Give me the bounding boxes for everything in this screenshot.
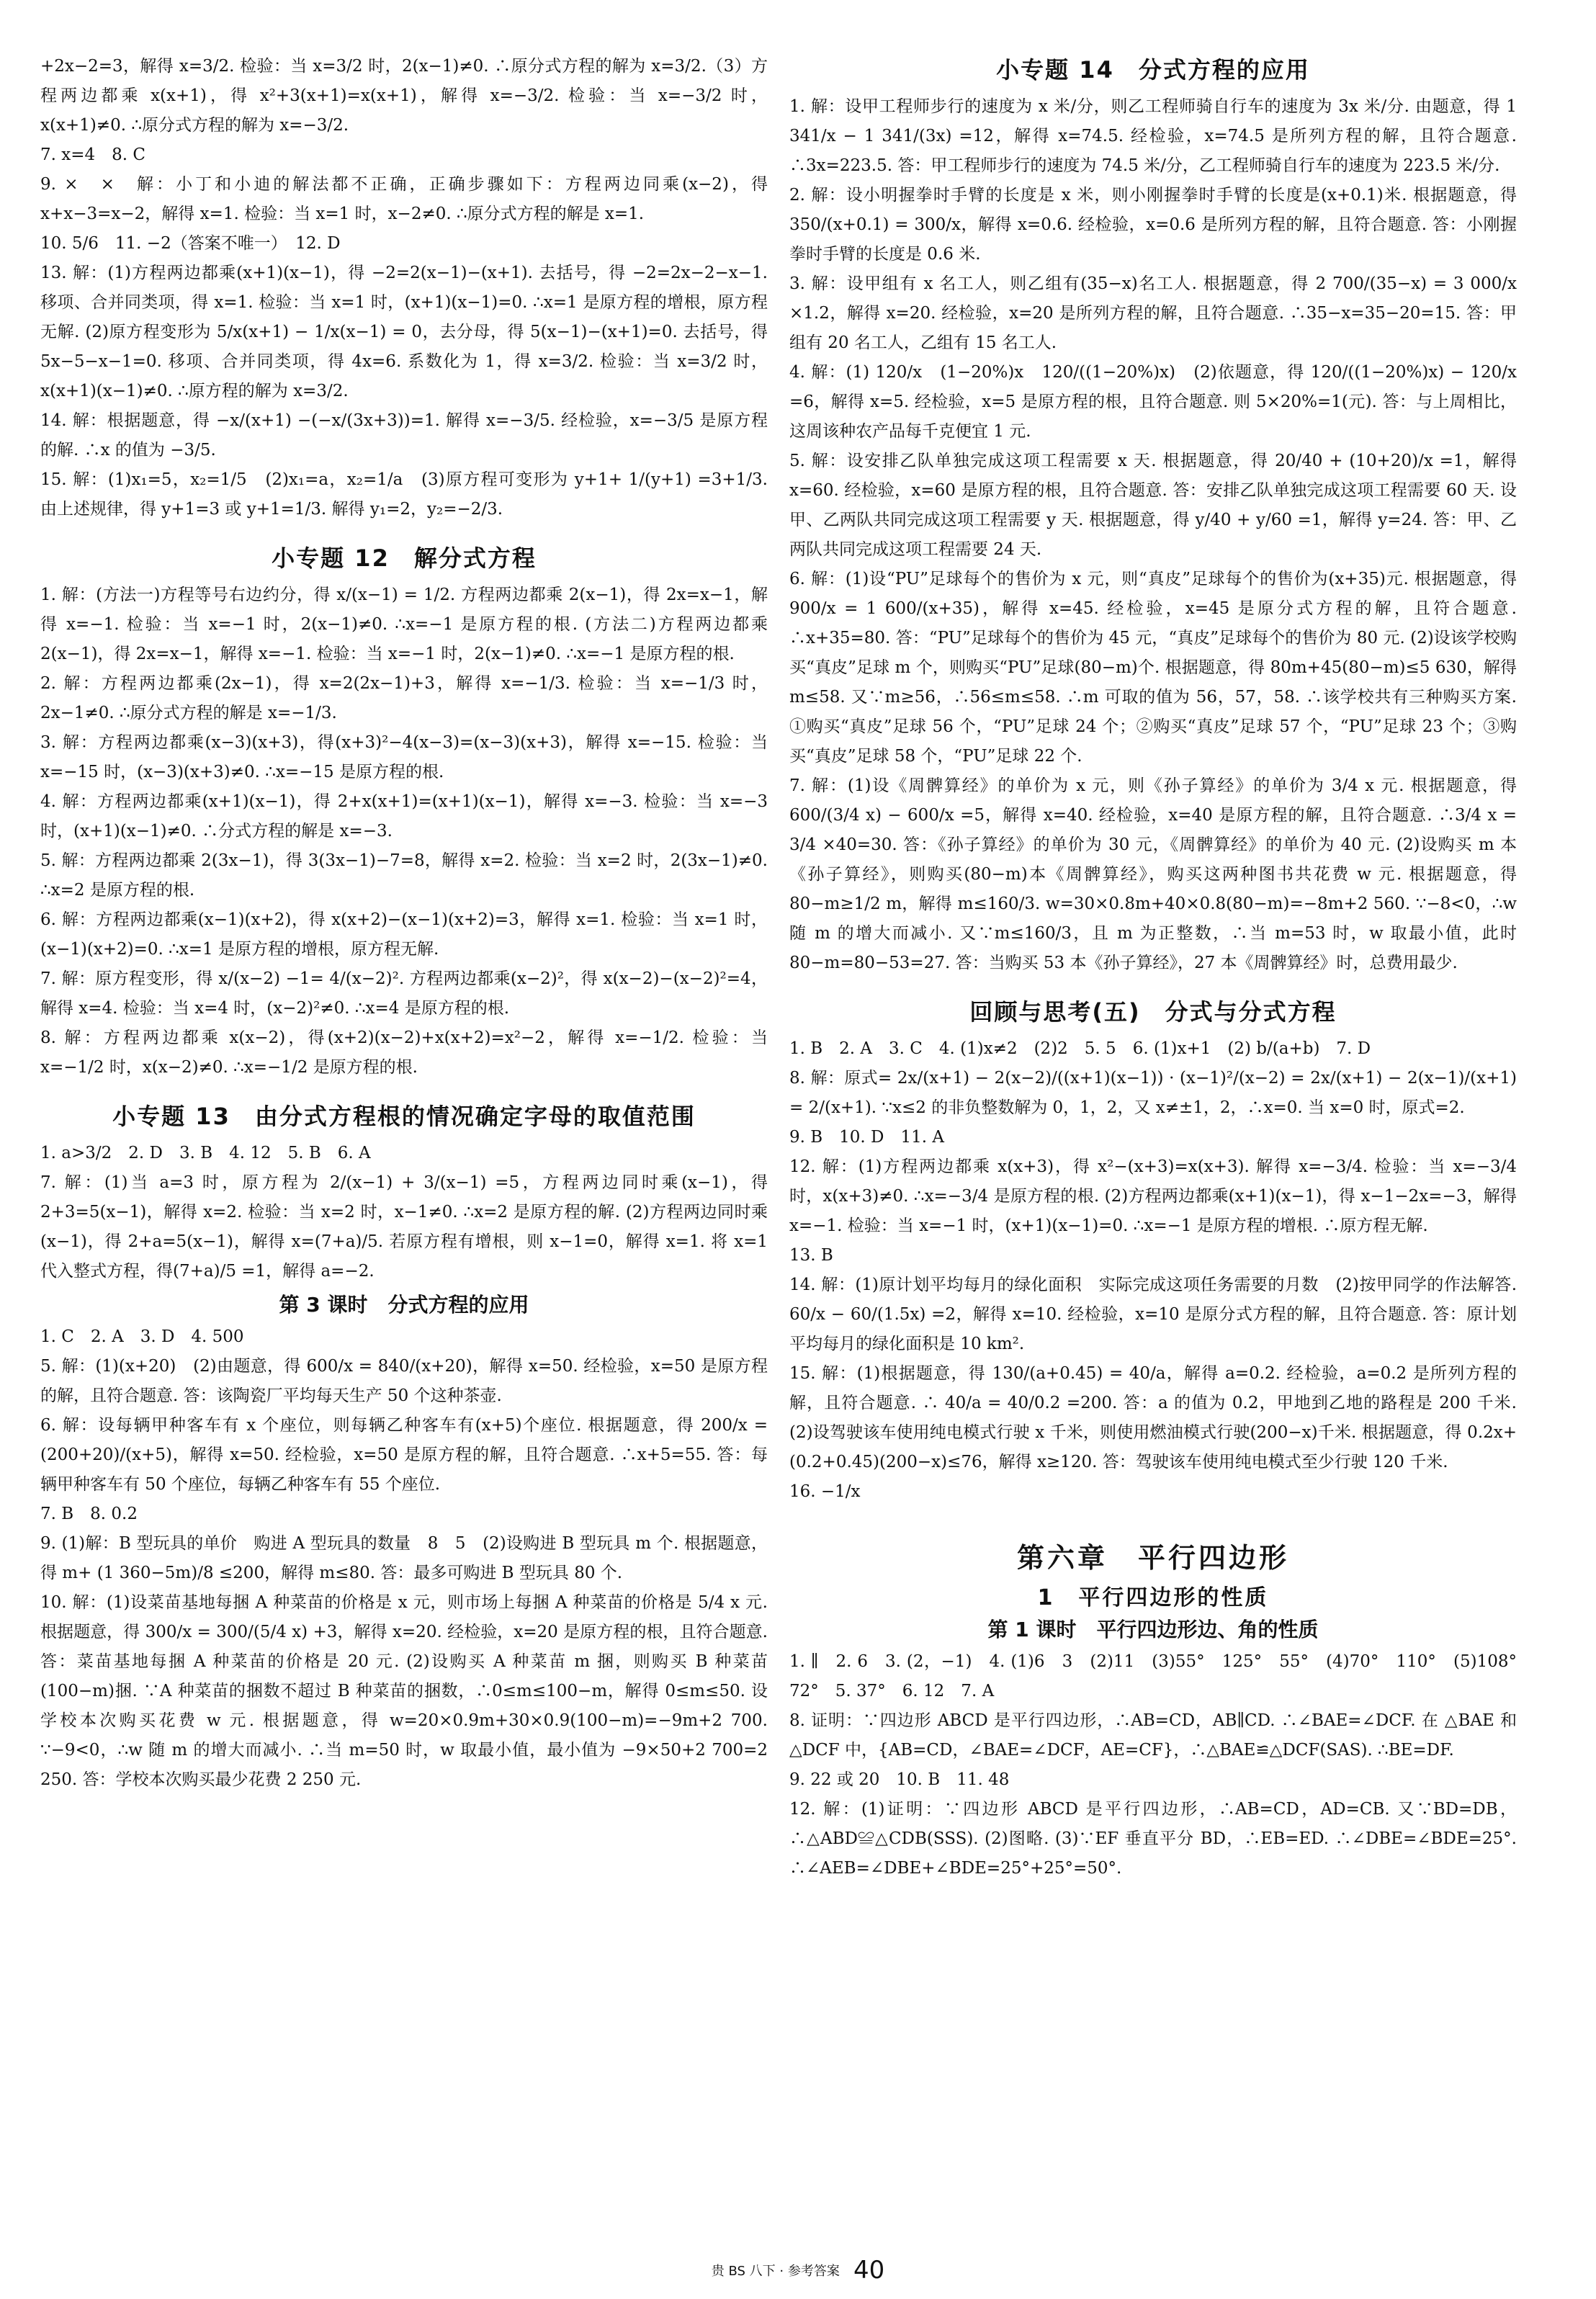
answer-item: 7. B 8. 0.2 [40, 1505, 138, 1523]
answer-item: 6. 解：方程两边都乘(x−1)(x+2)，得 x(x+2)−(x−1)(x+2)=3，解得 x=1. 检验：当 x=1 时，(x−1)(x+2)=0. ∴x=1 是原方程的增根，原方程无解. [40, 910, 768, 959]
answer-item: 1. 解：设甲工程师步行的速度为 x 米/分，则乙工程师骑自行车的速度为 3x 米/分. 由题意，得 1 341/x − 1 341/(3x) =12，解得 x=74.5. 经检验，x=74.5 是所列方程的解，且符合题意. ∴3x=223.5. 答：甲工程师步行的速度为 74.5 米/分，乙工程师骑自行车的速度为 223.5 米/分. [789, 97, 1517, 175]
answer-item: 1. ∥ 2. 6 3. (2，−1) 4. (1)6 3 (2)11 (3)55° 125° 55° (4)70° 110° (5)108° 72° 5. 37° 6. 12 7. A [789, 1652, 1533, 1700]
page-number: 40 [853, 2256, 885, 2285]
section-title: 小专题 14 分式方程的应用 [996, 56, 1310, 84]
chapter-subtitle: 1 平行四边形的性质 [1037, 1585, 1269, 1610]
answer-item: 10. 解：(1)设菜苗基地每捆 A 种菜苗的价格是 x 元，则市场上每捆 A 种菜苗的价格是 5/4 x 元. 根据题意，得 300/x = 300/(5/4 x) +3，解得 x=20. 经检验，x=20 是原方程的根，且符合题意. 答：菜苗基地每捆 A 种菜苗的价格是 20 元. (2)设购买 A 种菜苗 m 捆，则购买 B 种菜苗(100−m)捆. ∵A 种菜苗的捆数不超过 B 种菜苗的捆数，∴0≤m≤100−m，解得 0≤m≤50. 设学校本次购买花费 w 元. 根据题意，得 w=20×0.9m+30×0.9(100−m)=−9m+2 700. ∵−9<0，∴w 随 m 的增大而减小. ∴当 m=50 时，w 取最小值，最小值为 −9×50+2 700=2 250. 答：学校本次购买最少花费 2 250 元. [40, 1593, 768, 1789]
answer-item: 8. 解：方程两边都乘 x(x−2)，得(x+2)(x−2)+x(x+2)=x²−2，解得 x=−1/2. 检验：当 x=−1/2 时，x(x−2)≠0. ∴x=−1/2 是原方程的根. [40, 1028, 768, 1077]
answer-item: +2x−2=3，解得 x=3/2. 检验：当 x=3/2 时，2(x−1)≠0. ∴原分式方程的解为 x=3/2.（3）方程两边都乘 x(x+1)，得 x²+3(x+1)=x(x+1)，解得 x=−3/2. 检验：当 x=−3/2 时，x(x+1)≠0. ∴原分式方程的解为 x=−3/2. [40, 57, 768, 135]
page-footer [0, 2256, 1596, 2285]
answer-item: 7. 解：原方程变形，得 x/(x−2) −1= 4/(x−2)². 方程两边都乘(x−2)²，得 x(x−2)−(x−2)²=4，解得 x=4. 检验：当 x=4 时，(x−2)²≠0. ∴x=4 是原方程的根. [40, 969, 768, 1018]
answer-item: 13. 解：(1)方程两边都乘(x+1)(x−1)，得 −2=2(x−1)−(x+1). 去括号，得 −2=2x−2−x−1. 移项、合并同类项，得 x=1. 检验：当 x=1 时，(x+1)(x−1)=0. ∴x=1 是原方程的增根，原方程无解. (2)原方程变形为 5/x(x+1) − 1/x(x−1) = 0，去分母，得 5(x−1)−(x+1)=0. 去括号，得 5x−5−x−1=0. 移项、合并同类项，得 4x=6. 系数化为 1，得 x=3/2. 检验：当 x=3/2 时，x(x+1)(x−1)≠0. ∴原方程的解为 x=3/2. [40, 264, 768, 400]
answer-item: 5. 解：方程两边都乘 2(3x−1)，得 3(3x−1)−7=8，解得 x=2. 检验：当 x=2 时，2(3x−1)≠0. ∴x=2 是原方程的根. [40, 851, 768, 900]
answer-item: 8. 证明：∵四边形 ABCD 是平行四边形，∴AB=CD，AB∥CD. ∴∠BAE=∠DCF. 在 △BAE 和 △DCF 中，{AB=CD，∠BAE=∠DCF，AE=CF}，∴△BAE≌△DCF(SAS). ∴BE=DF. [789, 1711, 1517, 1760]
answer-item: 5. 解：设安排乙队单独完成这项工程需要 x 天. 根据题意，得 20/40 + (10+20)/x =1，解得 x=60. 经检验，x=60 是原方程的根，且符合题意. 答：安排乙队单独完成这项工程需要 60 天. 设甲、乙两队共同完成这项工程需要 y 天. 根据题意，得 y/40 + y/60 =1，解得 y=24. 答：甲、乙两队共同完成这项工程需要 24 天. [789, 452, 1517, 559]
answer-item: 7. 解：(1)设《周髀算经》的单价为 x 元，则《孙子算经》的单价为 3/4 x 元. 根据题意，得 600/(3/4 x) − 600/x =5，解得 x=40. 经检验，x=40 是原方程的解，且符合题意. ∴3/4 x = 3/4 ×40=30. 答：《孙子算经》的单价为 30 元，《周髀算经》的单价为 40 元. (2)设购买 m 本《孙子算经》，则购买(80−m)本《周髀算经》，购买这两种图书共花费 w 元. 根据题意，得 80−m≥1/2 m，解得 m≤160/3. w=30×0.8m+40×0.8(80−m)=−8m+2 560. ∵−8<0，∴w 随 m 的增大而减小. 又∵m≤160/3，且 m 为正整数，∴当 m=53 时，w 取最小值，此时 80−m=80−53=27. 答：当购买 53 本《孙子算经》，27 本《周髀算经》时，总费用最少. [789, 776, 1517, 972]
answer-item: 13. B [789, 1246, 833, 1265]
answer-item: 6. 解：(1)设“PU”足球每个的售价为 x 元，则“真皮”足球每个的售价为(x+35)元. 根据题意，得 900/x = 1 600/(x+35)，解得 x=45. 经检验，x=45 是原分式方程的解，且符合题意. ∴x+35=80. 答：“PU”足球每个的售价为 45 元，“真皮”足球每个的售价为 80 元. (2)设该学校购买“真皮”足球 m 个，则购买“PU”足球(80−m)个. 根据题意，得 80m+45(80−m)≤5 630，解得 m≤58. 又∵m≥56，∴56≤m≤58. ∴m 可取的值为 56，57，58. ∴该学校共有三种购买方案. ①购买“真皮”足球 56 个，“PU”足球 24 个；②购买“真皮”足球 57 个，“PU”足球 23 个；③购买“真皮”足球 58 个，“PU”足球 22 个. [789, 570, 1517, 766]
answer-item: 15. 解：(1)x₁=5，x₂=1/5 (2)x₁=a，x₂=1/a (3)原方程可变形为 y+1+ 1/(y+1) =3+1/3. 由上述规律，得 y+1=3 或 y+1=1/3. 解得 y₁=2，y₂=−2/3. [40, 470, 768, 519]
answer-item: 1. C 2. A 3. D 4. 500 [40, 1327, 244, 1346]
answer-item: 2. 解：设小明握拳时手臂的长度是 x 米，则小刚握拳时手臂的长度是(x+0.1)米. 根据题意，得 350/(x+0.1) = 300/x，解得 x=0.6. 经检验，x=0.6 是所列方程的解，且符合题意. 答：小刚握拳时手臂的长度是 0.6 米. [789, 186, 1517, 264]
answer-item: 9. B 10. D 11. A [789, 1128, 944, 1147]
answer-item: 9. × × 解：小丁和小迪的解法都不正确，正确步骤如下：方程两边同乘(x−2)，得 x+x−3=x−2，解得 x=1. 检验：当 x=1 时，x−2≠0. ∴原分式方程的解是 x=1. [40, 175, 768, 223]
right-column [789, 52, 1533, 1883]
answer-item: 7. 解：(1)当 a=3 时，原方程为 2/(x−1) + 3/(x−1) =5，方程两边同时乘(x−1)，得 2+3=5(x−1)，解得 x=2. 检验：当 x=2 时，x−1≠0. ∴x=2 是原方程的解. (2)方程两边同时乘(x−1)，得 2+a=5(x−1)，解得 x=(7+a)/5. 若原方程有增根，则 x−1=0，解得 x=1. 将 x=1 代入整式方程，得(7+a)/5 =1，解得 a=−2. [40, 1173, 768, 1281]
lesson-title: 第 3 课时 分式方程的应用 [279, 1293, 529, 1317]
answer-item: 3. 解：设甲组有 x 名工人，则乙组有(35−x)名工人. 根据题意，得 2 700/(35−x) = 3 000/x ×1.2，解得 x=20. 经检验，x=20 是所列方程的解，且符合题意. ∴35−x=35−20=15. 答：甲组有 20 名工人，乙组有 15 名工人. [789, 274, 1517, 352]
answer-item: 12. 解：(1)方程两边都乘 x(x+3)，得 x²−(x+3)=x(x+3). 解得 x=−3/4. 检验：当 x=−3/4 时，x(x+3)≠0. ∴x=−3/4 是原方程的根. (2)方程两边都乘(x+1)(x−1)，得 x−1−2x=−3，解得 x=−1. 检验：当 x=−1 时，(x+1)(x−1)=0. ∴x=−1 是原方程的增根. ∴原方程无解. [789, 1157, 1517, 1235]
answer-item: 16. −1/x [789, 1482, 861, 1501]
answer-item: 9. 22 或 20 10. B 11. 48 [789, 1770, 1010, 1789]
answer-item: 4. 解：方程两边都乘(x+1)(x−1)，得 2+x(x+1)=(x+1)(x−1)，解得 x=−3. 检验：当 x=−3 时，(x+1)(x−1)≠0. ∴分式方程的解是 x=−3. [40, 792, 768, 841]
footer-label: 贵 BS 八下 · 参考答案 [711, 2264, 840, 2279]
answer-item: 8. 解：原式= 2x/(x+1) − 2(x−2)/((x+1)(x−1)) · (x−1)²/(x−2) = 2x/(x+1) − 2(x−1)/(x+1) = 2/(x+1). ∵x≤2 的非负整数解为 0，1，2，又 x≠±1，2，∴x=0. 当 x=0 时，原式=2. [789, 1069, 1517, 1117]
answer-item: 2. 解：方程两边都乘(2x−1)，得 x=2(2x−1)+3，解得 x=−1/3. 检验：当 x=−1/3 时，2x−1≠0. ∴原分式方程的解是 x=−1/3. [40, 674, 768, 722]
section-title: 回顾与思考(五) 分式与分式方程 [969, 998, 1337, 1026]
left-column [40, 52, 768, 1795]
section-title: 小专题 13 由分式方程根的情况确定字母的取值范围 [112, 1103, 696, 1130]
answer-item: 6. 解：设每辆甲种客车有 x 个座位，则每辆乙种客车有(x+5)个座位. 根据题意，得 200/x = (200+20)/(x+5)，解得 x=50. 经检验，x=50 是原方程的解，且符合题意. ∴x+5=55. 答：每辆甲种客车有 50 个座位，每辆乙种客车有 55 个座位. [40, 1416, 768, 1494]
answer-item: 14. 解：(1)原计划平均每月的绿化面积 实际完成这项任务需要的月数 (2)按甲同学的作法解答. 60/x − 60/(1.5x) =2，解得 x=10. 经检验，x=10 是原分式方程的解，且符合题意. 答：原计划平均每月的绿化面积是 10 km². [789, 1276, 1517, 1353]
lesson-title: 第 1 课时 平行四边形边、角的性质 [987, 1618, 1319, 1641]
answer-item: 1. 解：(方法一)方程等号右边约分，得 x/(x−1) = 1/2. 方程两边都乘 2(x−1)，得 2x=x−1，解得 x=−1. 检验：当 x=−1 时，2(x−1)≠0. ∴x=−1 是原方程的根. (方法二)方程两边都乘 2(x−1)，得 2x=x−1，解得 x=−1. 检验：当 x=−1 时，2(x−1)≠0. ∴x=−1 是原方程的根. [40, 586, 768, 663]
answer-item: 5. 解：(1)(x+20) (2)由题意，得 600/x = 840/(x+20)，解得 x=50. 经检验，x=50 是原方程的解，且符合题意. 答：该陶瓷厂平均每天生产 50 个这种茶壶. [40, 1357, 768, 1405]
answer-item: 1. a>3/2 2. D 3. B 4. 12 5. B 6. A [40, 1144, 371, 1162]
answer-item: 15. 解：(1)根据题意，得 130/(a+0.45) = 40/a，解得 a=0.2. 经检验，a=0.2 是所列方程的解，且符合题意. ∴ 40/a = 40/0.2 =200. 答：a 的值为 0.2，甲地到乙地的路程是 200 千米. (2)设驾驶该车使用纯电模式行驶 x 千米，则使用燃油模式行驶(200−x)千米. 根据题意，得 0.2x+(0.2+0.45)(200−x)≤76，解得 x≥120. 答：驾驶该车使用纯电模式至少行驶 120 千米. [789, 1364, 1517, 1471]
answer-item: 3. 解：方程两边都乘(x−3)(x+3)，得(x+3)²−4(x−3)=(x−3)(x+3)，解得 x=−15. 检验：当 x=−15 时，(x−3)(x+3)≠0. ∴x=−15 是原方程的根. [40, 733, 768, 781]
answer-item: 10. 5/6 11. −2（答案不唯一） 12. D [40, 234, 341, 253]
answer-item: 9. (1)解：B 型玩具的单价 购进 A 型玩具的数量 8 5 (2)设购进 B 型玩具 m 个. 根据题意，得 m+ (1 360−5m)/8 ≤200，解得 m≤80. 答：最多可购进 B 型玩具 80 个. [40, 1534, 768, 1582]
chapter-title: 第六章 平行四边形 [1016, 1542, 1289, 1574]
answer-item: 1. B 2. A 3. C 4. (1)x≠2 (2)2 5. 5 6. (1)x+1 (2) b/(a+b) 7. D [789, 1039, 1371, 1058]
answer-item: 4. 解：(1) 120/x (1−20%)x 120/((1−20%)x) (2)依题意，得 120/((1−20%)x) − 120/x =6，解得 x=5. 经检验，x=5 是原方程的根，且符合题意. 则 5×20%=1(元). 答：与上周相比，这周该种农产品每千克便宜 1 元. [789, 363, 1517, 441]
answer-item: 14. 解：根据题意，得 −x/(x+1) −(−x/(3x+3))=1. 解得 x=−3/5. 经检验，x=−3/5 是原方程的解. ∴x 的值为 −3/5. [40, 411, 768, 460]
answer-item: 7. x=4 8. C [40, 145, 145, 164]
section-title: 小专题 12 解分式方程 [272, 544, 537, 572]
answer-item: 12. 解：(1)证明：∵四边形 ABCD 是平行四边形，∴AB=CD，AD=CB. 又∵BD=DB，∴△ABD≌△CDB(SSS). (2)图略. (3)∵EF 垂直平分 BD，∴EB=ED. ∴∠DBE=∠BDE=25°. ∴∠AEB=∠DBE+∠BDE=25°+25°=50°. [789, 1800, 1517, 1878]
